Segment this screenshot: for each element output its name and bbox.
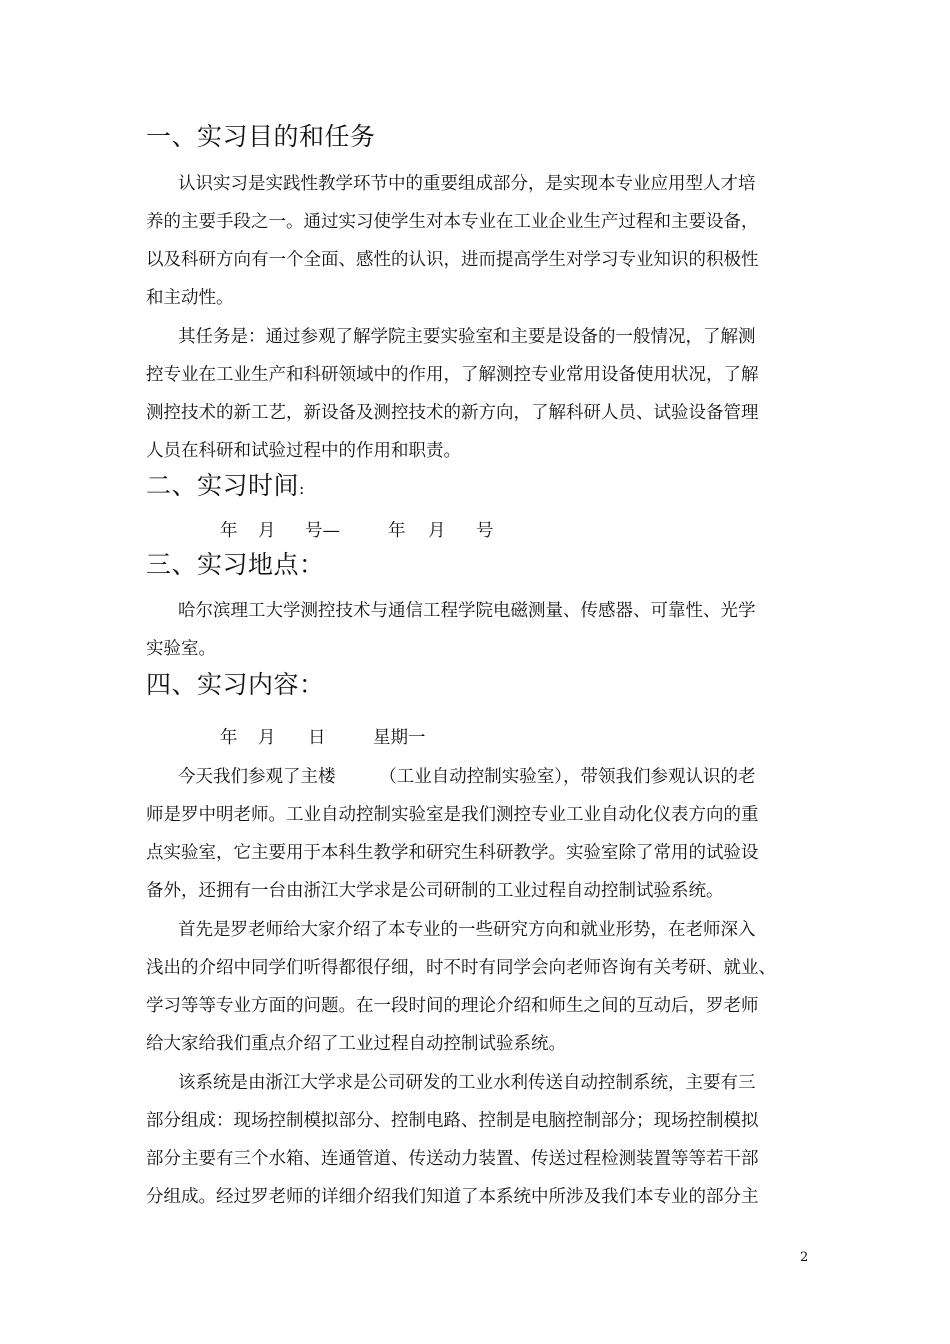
paragraph-line: 浅出的介绍中同学们听得都很仔细，时不时有同学会向老师咨询有关考研、就业、 <box>146 958 776 978</box>
date-day: 日 <box>308 728 326 748</box>
section-heading-objectives: 一、实习目的和任务 <box>146 122 376 151</box>
paragraph-line: 以及科研方向有一个全面、感性的认识，进而提高学生对学习专业知识的积极性 <box>146 250 759 270</box>
paragraph-line: 师是罗中明老师。工业自动控制实验室是我们测控专业工业自动化仪表方向的重 <box>146 805 759 825</box>
heading-colon: : <box>299 479 305 498</box>
paragraph-line: 今天我们参观了主楼 （工业自动控制实验室），带领我们参观认识的老 <box>178 767 756 787</box>
date-month: 月 <box>258 728 276 748</box>
date-day-end: 号 <box>476 521 494 541</box>
paragraph-line: 部分主要有三个水箱、连通管道、传送动力装置、传送过程检测装置等等若干部 <box>146 1149 759 1169</box>
section-heading-content: 四、实习内容： <box>146 670 325 699</box>
paragraph-line: 控专业在工业生产和科研领域中的作用，了解测控专业常用设备使用状况，了解 <box>146 365 759 385</box>
paragraph-line: 部分组成：现场控制模拟部分、控制电路、控制是电脑控制部分；现场控制模拟 <box>146 1111 759 1131</box>
paragraph-line: 其任务是：通过参观了解学院主要实验室和主要是设备的一般情况，了解测 <box>178 327 756 347</box>
paragraph-line: 认识实习是实践性教学环节中的重要组成部分，是实现本专业应用型人才培 <box>178 174 756 194</box>
paragraph-line: 实验室。 <box>146 639 216 659</box>
date-month-end: 月 <box>428 521 446 541</box>
paragraph-line: 哈尔滨理工大学测控技术与通信工程学院电磁测量、传感器、可靠性、光学 <box>178 601 756 621</box>
paragraph-line: 和主动性。 <box>146 288 234 308</box>
paragraph-line: 测控技术的新工艺，新设备及测控技术的新方向，了解科研人员、试验设备管理 <box>146 403 759 423</box>
paragraph-line: 首先是罗老师给大家介绍了本专业的一些研究方向和就业形势，在老师深入 <box>178 920 756 940</box>
date-year: 年 <box>220 728 238 748</box>
paragraph-line: 给大家给我们重点介绍了工业过程自动控制试验系统。 <box>146 1034 566 1054</box>
paragraph-line: 分组成。经过罗老师的详细介绍我们知道了本系统中所涉及我们本专业的部分主 <box>146 1187 759 1207</box>
paragraph-line: 养的主要手段之一。通过实习使学生对本专业在工业企业生产过程和主要设备， <box>146 212 759 232</box>
date-year-start: 年 <box>220 521 238 541</box>
paragraph-line: 备外，还拥有一台由浙江大学求是公司研制的工业过程自动控制试验系统。 <box>146 881 724 901</box>
date-day-start: 号— <box>305 521 340 541</box>
section-heading-location: 三、实习地点： <box>146 550 325 579</box>
date-year-end: 年 <box>388 521 406 541</box>
section-heading-time <box>146 466 305 502</box>
date-month-start: 月 <box>258 521 276 541</box>
paragraph-line: 点实验室，它主要用于本科生教学和研究生科研教学。实验室除了常用的试验设 <box>146 843 759 863</box>
paragraph-line: 学习等等专业方面的问题。在一段时间的理论介绍和师生之间的互动后，罗老师 <box>146 996 759 1016</box>
paragraph-line: 人员在科研和试验过程中的作用和职责。 <box>146 441 461 461</box>
section-heading-time-text: 二、实习时间 <box>146 471 300 500</box>
date-weekday: 星期一 <box>373 728 426 748</box>
page-number: 2 <box>800 1250 809 1265</box>
paragraph-line: 该系统是由浙江大学求是公司研发的工业水利传送自动控制系统，主要有三 <box>178 1073 756 1093</box>
